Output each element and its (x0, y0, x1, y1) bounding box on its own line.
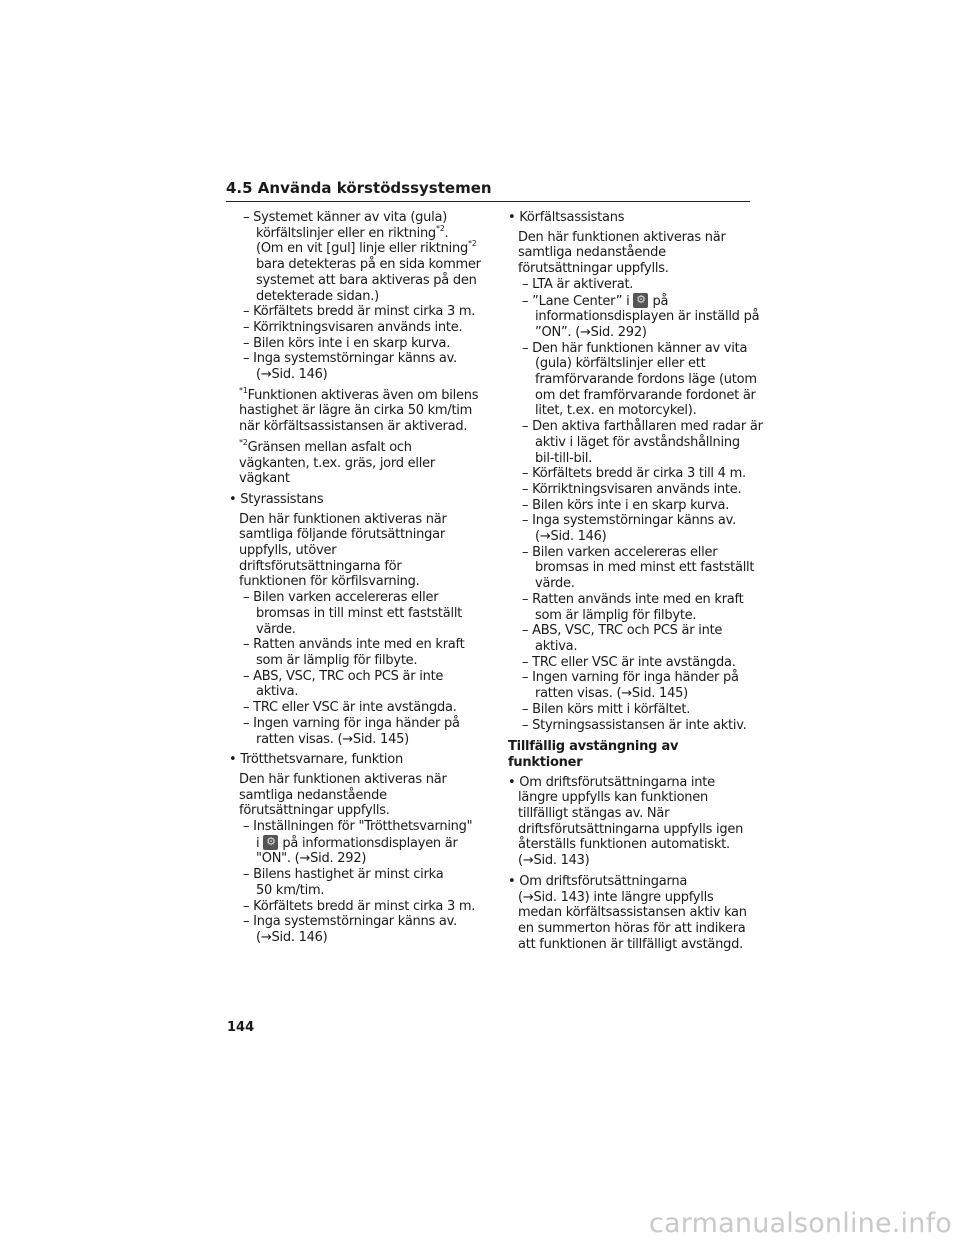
text-line: – Körfältets bredd är minst cirka 3 m. (243, 898, 476, 914)
text-line: bara detekteras på en sida kommer (256, 257, 481, 273)
footnote: $^{*1}$Funktionen aktiveras även om bilens (239, 385, 479, 403)
text-line: – LTA är aktiverat. (522, 276, 634, 292)
text-line: – Den aktiva farthållaren med radar är (522, 419, 763, 435)
text-line: – Bilen körs inte i en skarp kurva. (522, 497, 730, 513)
text-line: aktiva. (256, 684, 299, 700)
text-line: aktiv i läget för avståndshållning (535, 434, 740, 450)
text-line: • Om driftsförutsättningarna (508, 873, 688, 889)
section-header: 4.5 Använda körstödssystemen (226, 178, 750, 202)
text-line: – Bilen varken accelereras eller (522, 544, 718, 560)
page-reference[interactable]: (→Sid. 146) (256, 367, 328, 383)
page-reference[interactable]: (→Sid. 143) (518, 853, 590, 869)
text-line: en summerton höras för att indikera (518, 920, 746, 936)
text-line: uppfylls, utöver (239, 543, 337, 559)
text-line: samtliga nedanstående (239, 787, 387, 803)
footnote-ref: *2 (435, 223, 445, 233)
page-reference[interactable]: (→Sid. 143) inte längre uppfylls (518, 889, 714, 905)
text-line: – Inga systemstörningar känns av. (522, 513, 736, 529)
footnote: när körfältsassistansen är aktiverad. (239, 419, 468, 435)
text-line: som är lämplig för filbyte. (256, 652, 418, 668)
footnote-ref: *2 (467, 239, 477, 249)
text-line: Den här funktionen aktiveras när (239, 771, 447, 787)
text-line: (gula) körfältslinjer eller ett (535, 356, 706, 372)
text-line: litet, t.ex. en motorcykel). (535, 403, 697, 419)
bullet-korfaltsassistans: • Körfältsassistans (508, 210, 625, 225)
text-line: – ABS, VSC, TRC och PCS är inte (522, 623, 723, 639)
text-line: – Den här funktionen känner av vita (522, 340, 748, 356)
footnote: vägkanten, t.ex. gräs, jord eller (239, 455, 435, 471)
footnote: hastighet är lägre än cirka 50 km/tim (239, 403, 473, 419)
text-line: om det framförvarande fordonet är (535, 387, 756, 403)
text-line: tillfälligt stängas av. När (518, 806, 670, 822)
text-line: – Bilen varken accelereras eller (243, 590, 439, 606)
text-line: förutsättningar uppfylls. (239, 803, 390, 819)
page-reference[interactable]: ”ON”. (→Sid. 292) (535, 324, 647, 340)
text-line: – Körriktningsvisaren används inte. (522, 481, 742, 497)
text-line: – Ratten används inte med en kraft (522, 591, 744, 607)
text-line: längre uppfylls kan funktionen (518, 790, 709, 806)
text-line: detekterade sidan.) (256, 288, 379, 304)
text-line: (Om en vit [gul] linje eller riktning$^{*2}$ (256, 239, 477, 257)
text-line: framförvarande fordons läge (utom (535, 372, 757, 388)
page-number: 144 (227, 1020, 255, 1035)
text-line: att funktionen är tillfälligt avstängd. (518, 936, 744, 952)
gear-icon (263, 835, 278, 850)
gear-icon (633, 293, 648, 308)
text-line: – Inga systemstörningar känns av. (243, 914, 457, 930)
text-line: – Bilen körs mitt i körfältet. (522, 701, 691, 717)
text-line: aktiva. (535, 638, 578, 654)
text-line: systemet att bara aktiveras på den (256, 272, 477, 288)
left-column (229, 210, 481, 946)
text-line: – Körriktningsvisaren används inte. (243, 319, 463, 335)
text-line: – Körfältets bredd är minst cirka 3 m. (243, 304, 476, 320)
text-line: – ABS, VSC, TRC och PCS är inte (243, 668, 444, 684)
text-line: – Ingen varning för inga händer på (522, 670, 739, 686)
text-line: – Inställningen för "Trötthetsvarning" (243, 819, 473, 835)
text-line: – Systemet känner av vita (gula) (243, 210, 448, 225)
page-reference[interactable]: (→Sid. 146) (256, 929, 328, 945)
text-line: förutsättningar uppfylls. (518, 261, 669, 277)
text-line: i⚙ på informationsdisplayen är (229, 835, 473, 852)
page-reference[interactable]: "ON". (→Sid. 292) (256, 851, 367, 867)
text-line: samtliga följande förutsättningar (239, 527, 445, 543)
text-line: – ”Lane Center” i⚙ på (508, 293, 754, 310)
page-reference[interactable]: (→Sid. 146) (535, 529, 607, 545)
text-line: 50 km/tim. (256, 882, 325, 898)
text-line: – Bilens hastighet är minst cirka (243, 867, 444, 883)
text-line: bromsas in till minst ett fastställt (256, 605, 463, 621)
text-line: – Ratten används inte med en kraft (243, 637, 465, 653)
text-line: driftsförutsättningarna för (239, 558, 402, 574)
text-line: • Om driftsförutsättningarna inte (508, 774, 715, 790)
text-line: samtliga nedanstående (518, 245, 666, 261)
text-line: – Ingen varning för inga händer på (243, 715, 460, 731)
text-line: återställs funktionen automatiskt. (518, 837, 730, 853)
text-line: Den här funktionen aktiveras när (239, 511, 447, 527)
right-column (508, 210, 763, 952)
text-line: värde. (256, 621, 296, 637)
footnote: $^{*2}$Gränsen mellan asfalt och (239, 437, 412, 455)
bullet-styrassistans: • Styrassistans (229, 491, 324, 507)
watermark: carmanualsonline.info (649, 1208, 952, 1239)
text-line: Den här funktionen aktiveras när (518, 229, 726, 245)
text-line: körfältslinjer eller en riktning$^{*2}$. (256, 223, 449, 241)
page-reference[interactable]: ratten visas. (→Sid. 145) (535, 686, 688, 702)
text-line: – Körfältets bredd är cirka 3 till 4 m. (522, 466, 746, 482)
text-line: bil-till-bil. (535, 450, 593, 466)
page-reference[interactable]: ratten visas. (→Sid. 145) (256, 731, 409, 747)
text-line: – Inga systemstörningar känns av. (243, 351, 457, 367)
text-line: – TRC eller VSC är inte avstängda. (243, 700, 457, 716)
text-line: – TRC eller VSC är inte avstängda. (522, 654, 736, 670)
subsection-heading: Tillfällig avstängning av funktioner (508, 739, 679, 770)
text-line: – Styrningsassistansen är inte aktiv. (522, 717, 747, 733)
text-line: driftsförutsättningarna uppfylls igen (518, 821, 744, 837)
bullet-trotthetsvarnare: • Trötthetsvarnare, funktion (229, 752, 403, 768)
text-line: medan körfältsassistansen aktiv kan (518, 905, 747, 921)
text-line: värde. (535, 576, 575, 592)
text-line: – Bilen körs inte i en skarp kurva. (243, 335, 451, 351)
footnote: vägkant (239, 471, 290, 487)
text-line: bromsas in med minst ett fastställt (535, 560, 755, 576)
text-line: funktionen för körfilsvarning. (239, 574, 420, 590)
text-line: informationsdisplayen är inställd på (535, 309, 760, 325)
text-line: som är lämplig för filbyte. (535, 607, 697, 623)
